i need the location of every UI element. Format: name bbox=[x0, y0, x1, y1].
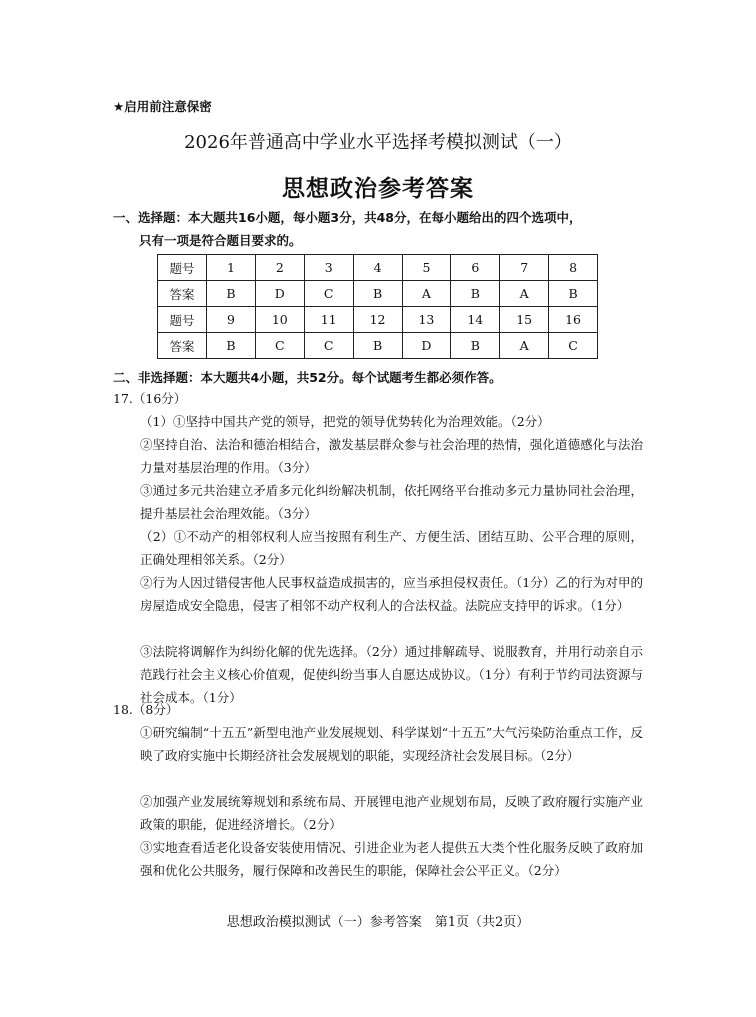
exam-title: 2026年普通高中学业水平选择考模拟测试（一） bbox=[184, 132, 572, 153]
confidential-notice: ★启用前注意保密 bbox=[113, 99, 212, 114]
table-cell: 14 bbox=[451, 307, 500, 333]
table-cell: 11 bbox=[304, 307, 353, 333]
table-cell: A bbox=[500, 333, 549, 359]
table-cell: A bbox=[402, 281, 451, 307]
table-cell: C bbox=[304, 281, 353, 307]
table-cell: 7 bbox=[500, 255, 549, 281]
q18-answer-1: ①研究编制“十五五”新型电池产业发展规划、科学谋划“十五五”大气污染防治重点工作，反映了政府实施中长期经济社会发展规划的职能，实现经济社会发展目标。（2分） bbox=[140, 725, 643, 763]
section-1-heading bbox=[113, 206, 653, 252]
q17-answer-6: ③法院将调解作为纠纷化解的优先选择。（2分）通过排解疏导、说服教育，并用行动亲自示范践行社会主义核心价值观，促使纠纷当事人自愿达成协议。（1分）有利于节约司法资源与社会成本。（1分） bbox=[140, 644, 643, 705]
table-row bbox=[158, 307, 598, 333]
table-cell: 8 bbox=[549, 255, 598, 281]
row-label-answer: 答案 bbox=[158, 281, 207, 307]
table-cell: B bbox=[353, 333, 402, 359]
table-cell: 9 bbox=[207, 307, 256, 333]
table-row bbox=[158, 333, 598, 359]
table-cell: B bbox=[451, 333, 500, 359]
question-18-heading: 18.（8分） bbox=[113, 702, 179, 717]
table-cell: B bbox=[451, 281, 500, 307]
table-cell: A bbox=[500, 281, 549, 307]
section-2-heading: 二、非选择题：本大题共4小题，共52分。每个试题考生都必须作答。 bbox=[113, 370, 502, 385]
q17-answer-5: ②行为人因过错侵害他人民事权益造成损害的，应当承担侵权责任。（1分）乙的行为对甲的房屋造成安全隐患，侵害了相邻不动产权利人的合法权益。法院应支持甲的诉求。（1分） bbox=[140, 575, 643, 613]
answer-table bbox=[157, 254, 598, 359]
row-label-answer: 答案 bbox=[158, 333, 207, 359]
page-footer: 思想政治模拟测试（一）参考答案 第1页（共2页） bbox=[226, 915, 530, 930]
table-cell: B bbox=[207, 333, 256, 359]
table-cell: C bbox=[255, 333, 304, 359]
table-cell: D bbox=[402, 333, 451, 359]
q17-answer-1: （1）①坚持中国共产党的领导，把党的领导优势转化为治理效能。（2分） bbox=[140, 414, 550, 429]
section-1-line-2: 只有一项是符合题目要求的。 bbox=[139, 233, 302, 248]
q17-answer-4: （2）①不动产的相邻权利人应当按照有利生产、方便生活、团结互助、公平合理的原则，正确处理相邻关系。（2分） bbox=[140, 529, 643, 567]
table-cell: 12 bbox=[353, 307, 402, 333]
table-row bbox=[158, 255, 598, 281]
table-cell: C bbox=[549, 333, 598, 359]
table-cell: C bbox=[304, 333, 353, 359]
question-17-heading: 17.（16分） bbox=[113, 391, 187, 406]
table-cell: 5 bbox=[402, 255, 451, 281]
q18-answer-3: ③实地查看适老化设备安装使用情况、引进企业为老人提供五大类个性化服务反映了政府加强和优化公共服务，履行保障和改善民生的职能，保障社会公平正义。（2分） bbox=[140, 840, 643, 878]
table-cell: 4 bbox=[353, 255, 402, 281]
table-cell: 1 bbox=[207, 255, 256, 281]
row-label-question: 题号 bbox=[158, 255, 207, 281]
table-cell: 10 bbox=[255, 307, 304, 333]
table-cell: B bbox=[353, 281, 402, 307]
q17-answer-3: ③通过多元共治建立矛盾多元化纠纷解决机制，依托网络平台推动多元力量协同社会治理，提升基层社会治理效能。（3分） bbox=[140, 483, 643, 521]
q18-answer-2: ②加强产业发展统筹规划和系统布局、开展锂电池产业规划布局，反映了政府履行实施产业政策的职能，促进经济增长。（2分） bbox=[140, 794, 643, 832]
table-cell: B bbox=[549, 281, 598, 307]
table-cell: 13 bbox=[402, 307, 451, 333]
table-cell: 3 bbox=[304, 255, 353, 281]
table-cell: B bbox=[207, 281, 256, 307]
table-cell: 2 bbox=[255, 255, 304, 281]
table-cell: D bbox=[255, 281, 304, 307]
row-label-question: 题号 bbox=[158, 307, 207, 333]
table-cell: 15 bbox=[500, 307, 549, 333]
q17-answer-2: ②坚持自治、法治和德治相结合，激发基层群众参与社会治理的热情，强化道德感化与法治力量对基层治理的作用。（3分） bbox=[140, 437, 643, 475]
table-cell: 6 bbox=[451, 255, 500, 281]
table-cell: 16 bbox=[549, 307, 598, 333]
section-1-line-1: 一、选择题：本大题共16小题，每小题3分，共48分，在每小题给出的四个选项中， bbox=[113, 210, 582, 225]
page-title: 思想政治参考答案 bbox=[282, 176, 474, 202]
table-row bbox=[158, 281, 598, 307]
